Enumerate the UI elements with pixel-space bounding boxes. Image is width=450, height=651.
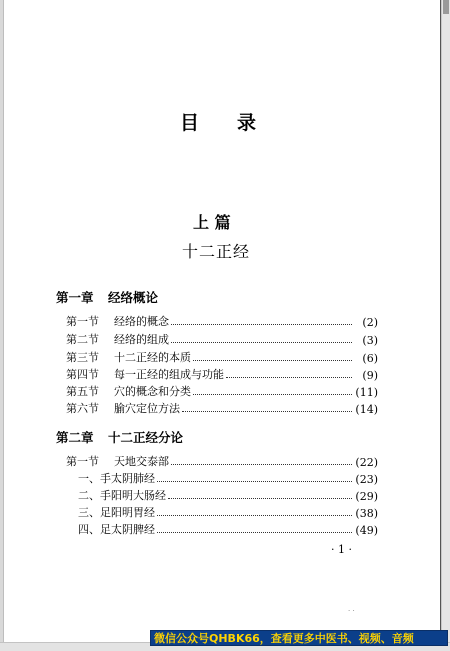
toc-subentry[interactable] — [78, 470, 378, 486]
page-ref: (11) — [355, 386, 378, 399]
scrollbar-thumb[interactable] — [443, 0, 449, 14]
section-name: 经络的组成 — [114, 333, 169, 346]
section-name: 天地交泰部 — [114, 455, 169, 468]
volume-subtitle: 十二正经 — [182, 242, 251, 261]
toc-entry[interactable] — [66, 331, 378, 347]
section-label: 第六节 — [66, 402, 99, 415]
page-title — [180, 108, 270, 135]
subsection-name: 三、足阳明胃经 — [78, 506, 155, 519]
subsection-name: 二、手阳明大肠经 — [78, 489, 166, 502]
section-label: 第一节 — [66, 455, 99, 468]
chapter-number: 第二章 — [56, 430, 94, 445]
page-ref: (23) — [355, 473, 378, 486]
toc-entry[interactable] — [66, 400, 378, 416]
toc-entry[interactable] — [66, 366, 378, 382]
section-name: 十二正经的本质 — [114, 351, 191, 364]
section-label: 第五节 — [66, 385, 99, 398]
subsection-name: 一、手太阴肺经 — [78, 472, 155, 485]
chapter-heading — [56, 288, 158, 306]
subsection-name: 四、足太阴脾经 — [78, 523, 155, 536]
toc-entry[interactable] — [66, 383, 378, 399]
toc-entry[interactable] — [66, 313, 378, 329]
dot-leader — [193, 393, 352, 395]
dot-leader — [226, 376, 352, 378]
dot-leader — [171, 463, 352, 465]
chapter-title: 十二正经分论 — [108, 430, 184, 445]
section-name: 穴的概念和分类 — [114, 385, 191, 398]
section-label: 第二节 — [66, 333, 99, 346]
page-ref: (14) — [355, 403, 378, 416]
page-ref: (3) — [362, 334, 378, 347]
dot-leader — [171, 341, 352, 343]
toc-subentry[interactable] — [78, 521, 378, 537]
toc-subentry[interactable] — [78, 487, 378, 503]
toc-entry[interactable] — [66, 349, 378, 365]
toc-entry[interactable] — [66, 453, 378, 469]
chapter-number: 第一章 — [56, 290, 94, 305]
page-ref: (49) — [355, 524, 378, 537]
title-char-2: 录 — [237, 112, 257, 134]
section-label: 第一节 — [66, 315, 99, 328]
dot-leader — [157, 480, 352, 482]
page-ref: (22) — [355, 456, 378, 469]
page-ref: (2) — [362, 316, 378, 329]
dot-leader — [157, 514, 352, 516]
volume-heading: 上 篇 — [193, 213, 231, 232]
vertical-scrollbar[interactable] — [441, 0, 450, 650]
scan-specks: · · — [348, 607, 355, 615]
page-ref: (38) — [355, 507, 378, 520]
page-ref: (29) — [355, 490, 378, 503]
dot-leader — [171, 323, 352, 325]
chapter-title: 经络概论 — [108, 290, 159, 305]
dot-leader — [193, 359, 352, 361]
document-page — [3, 0, 442, 642]
section-label: 第四节 — [66, 368, 99, 381]
dot-leader — [182, 410, 352, 412]
chapter-heading — [56, 428, 183, 446]
page-ref: (9) — [362, 369, 378, 382]
toc-subentry[interactable] — [78, 504, 378, 520]
section-label: 第三节 — [66, 351, 99, 364]
title-char-1: 目 — [180, 112, 200, 134]
page-ref: (6) — [362, 352, 378, 365]
dot-leader — [168, 497, 352, 499]
section-name: 经络的概念 — [114, 315, 169, 328]
section-name: 每一正经的组成与功能 — [114, 368, 224, 381]
section-name: 腧穴定位方法 — [114, 402, 180, 415]
watermark-banner: 微信公众号QHBK66，查看更多中医书、视频、音频 — [150, 630, 448, 646]
dot-leader — [157, 531, 352, 533]
page-number: · 1 · — [331, 543, 352, 556]
